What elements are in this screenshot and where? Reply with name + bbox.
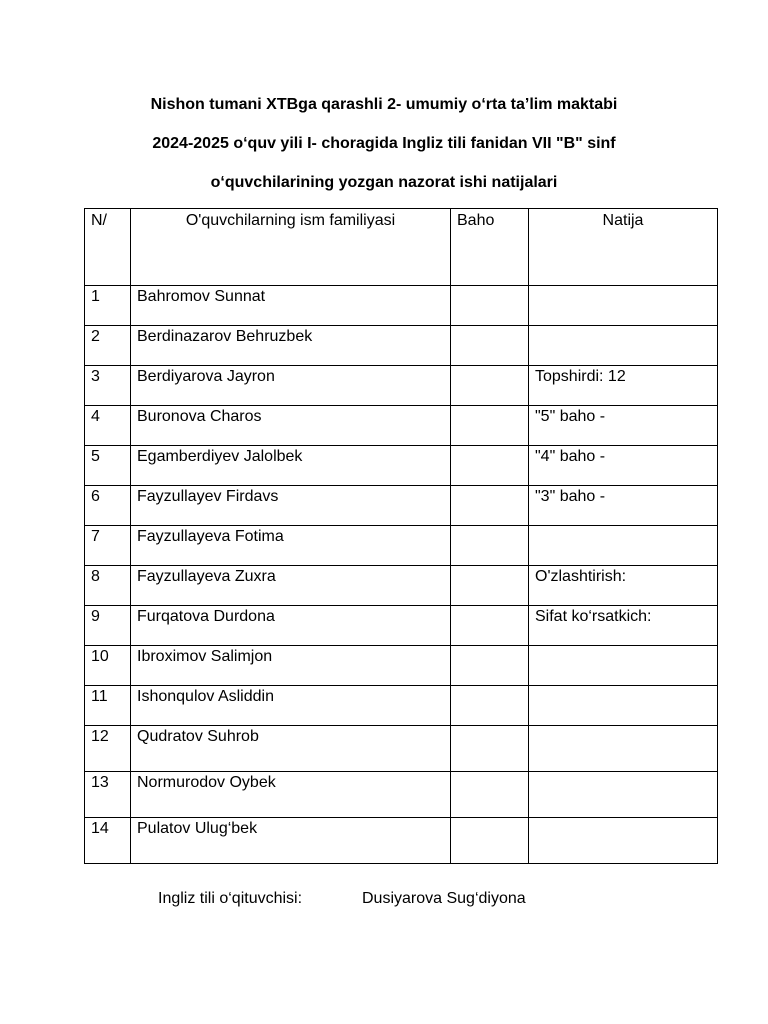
result-cell (529, 646, 718, 686)
student-name: Fayzullayev Firdavs (131, 486, 451, 526)
grade-cell (451, 446, 529, 486)
result-cell (529, 686, 718, 726)
grade-cell (451, 486, 529, 526)
header-student-name: O'quvchilarning ism familiyasi (131, 209, 451, 286)
student-name: Buronova Charos (131, 406, 451, 446)
student-name: Ishonqulov Asliddin (131, 686, 451, 726)
table-header-row (85, 209, 718, 286)
student-name: Egamberdiyev Jalolbek (131, 446, 451, 486)
student-name: Normurodov Oybek (131, 772, 451, 818)
row-number: 14 (85, 818, 131, 864)
grade-cell (451, 566, 529, 606)
grade-cell (451, 326, 529, 366)
grade-cell (451, 366, 529, 406)
student-name: Fayzullayeva Fotima (131, 526, 451, 566)
teacher-role-label: Ingliz tili o‘qituvchisi: (158, 890, 303, 907)
results-table (84, 208, 718, 864)
row-number: 10 (85, 646, 131, 686)
table-row (85, 606, 718, 646)
result-cell: O'zlashtirish: (529, 566, 718, 606)
row-number: 12 (85, 726, 131, 772)
table-row (85, 686, 718, 726)
row-number: 2 (85, 326, 131, 366)
table-row (85, 286, 718, 326)
table-row (85, 646, 718, 686)
student-name: Fayzullayeva Zuxra (131, 566, 451, 606)
table-row (85, 366, 718, 406)
row-number: 9 (85, 606, 131, 646)
header-grade: Baho (451, 209, 529, 286)
result-cell: Topshirdi: 12 (529, 366, 718, 406)
table-row (85, 326, 718, 366)
table-row (85, 726, 718, 772)
table-row (85, 486, 718, 526)
teacher-name: Dusiyarova Sug‘diyona (362, 890, 526, 907)
grade-cell (451, 726, 529, 772)
result-cell: "3" baho - (529, 486, 718, 526)
header-result: Natija (529, 209, 718, 286)
row-number: 1 (85, 286, 131, 326)
result-cell: "5" baho - (529, 406, 718, 446)
student-name: Berdiyarova Jayron (131, 366, 451, 406)
student-name: Bahromov Sunnat (131, 286, 451, 326)
grade-cell (451, 606, 529, 646)
grade-cell (451, 406, 529, 446)
row-number: 6 (85, 486, 131, 526)
result-cell (529, 326, 718, 366)
result-cell (529, 286, 718, 326)
student-name: Ibroximov Salimjon (131, 646, 451, 686)
row-number: 3 (85, 366, 131, 406)
row-number: 8 (85, 566, 131, 606)
table-row (85, 818, 718, 864)
grade-cell (451, 818, 529, 864)
grade-cell (451, 772, 529, 818)
result-cell (529, 772, 718, 818)
header-number: N/ (85, 209, 131, 286)
heading-line-3: o‘quvchilarining yozgan nazorat ishi natijalari (210, 174, 558, 191)
student-name: Pulatov Ulug‘bek (131, 818, 451, 864)
student-name: Qudratov Suhrob (131, 726, 451, 772)
result-cell: "4" baho - (529, 446, 718, 486)
heading-line-2: 2024-2025 o‘quv yili I- choragida Ingliz tili fanidan VII "B" sinf (152, 135, 616, 152)
row-number: 13 (85, 772, 131, 818)
grade-cell (451, 526, 529, 566)
table-row (85, 446, 718, 486)
student-name: Berdinazarov Behruzbek (131, 326, 451, 366)
row-number: 5 (85, 446, 131, 486)
result-cell (529, 526, 718, 566)
row-number: 11 (85, 686, 131, 726)
table-row (85, 526, 718, 566)
table-row (85, 406, 718, 446)
student-name: Furqatova Durdona (131, 606, 451, 646)
result-cell: Sifat ko‘rsatkich: (529, 606, 718, 646)
grade-cell (451, 286, 529, 326)
table-row (85, 566, 718, 606)
grade-cell (451, 646, 529, 686)
heading-line-1: Nishon tumani XTBga qarashli 2- umumiy o‘rta ta’lim maktabi (150, 96, 618, 113)
result-cell (529, 726, 718, 772)
table-row (85, 772, 718, 818)
row-number: 7 (85, 526, 131, 566)
result-cell (529, 818, 718, 864)
row-number: 4 (85, 406, 131, 446)
grade-cell (451, 686, 529, 726)
